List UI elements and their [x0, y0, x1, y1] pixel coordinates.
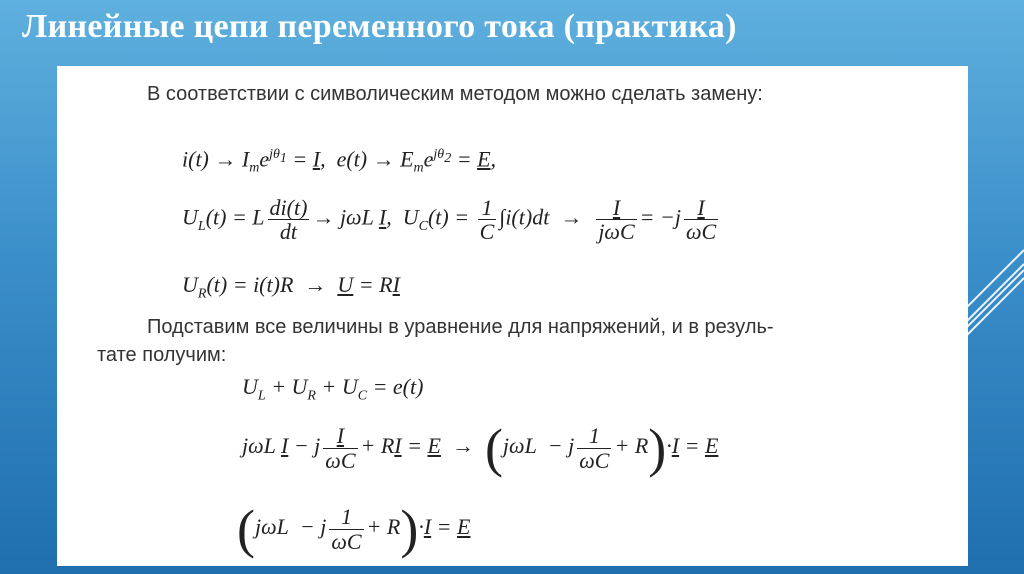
formula-inductor-capacitor: $U_L(t) = L$ $\frac{di(t)}{dt}$ → jωL I, $U_C(t)$ = $\frac{1}{C}$ ∫i(t)dt → $\frac{I}{\text{jωC}}$ = −j $\frac{I}{\omega C}$	[182, 195, 717, 245]
formula-substitution: jωL I − j $\frac{I}{\omega C}$ + RI = E → (jωL − j $\frac{1}{\omega C}$ + R)·I = E	[242, 418, 719, 478]
document-page	[57, 66, 968, 566]
formula-resistor: $U_R(t) = i(t)R \to U$ = RI	[182, 272, 400, 302]
formula-result: (jωL − j $\frac{1}{\omega C}$ + R)·I = E	[237, 499, 471, 559]
paragraph-line-2: тате получим:	[97, 344, 227, 366]
intro-text: В соответствии с символическим методом можно сделать замену:	[147, 83, 763, 105]
slide-title: Линейные цепи переменного тока (практика)	[22, 8, 737, 45]
paragraph-line-1: Подставим все величины в уравнение для напряжений, и в резуль-	[147, 316, 774, 338]
formula-current-replacement: $i(t) \to I_me^{j\theta_1} = I$, $e(t) \to E_me^{j\theta_2} = E$,	[182, 146, 497, 176]
formula-kvl: $U_L + U_R + U_C = e(t)$	[242, 374, 424, 404]
